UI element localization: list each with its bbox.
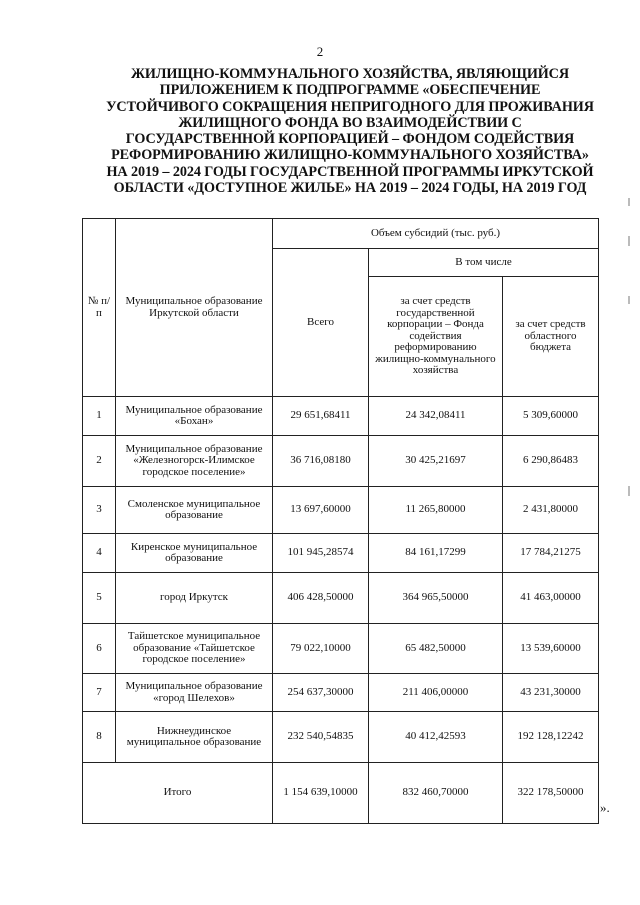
table-row [83, 397, 599, 436]
title-line: РЕФОРМИРОВАНИЮ ЖИЛИЩНО-КОММУНАЛЬНОГО ХОЗЯЙСТВА» [111, 147, 589, 164]
title-line: ГОСУДАРСТВЕННОЙ КОРПОРАЦИЕЙ – ФОНДОМ СОДЕЙСТВИЯ [125, 131, 575, 148]
total-label: Итого [83, 763, 273, 824]
cell-number: 8 [83, 712, 116, 763]
cell-total: 254 637,30000 [273, 674, 369, 712]
cell-number: 1 [83, 397, 116, 436]
cell-number: 5 [83, 573, 116, 624]
cell-number: 6 [83, 624, 116, 674]
cell-municipality: Киренское муниципальное образование [116, 534, 273, 573]
scan-edge-mark [628, 296, 630, 304]
cell-total: 13 697,60000 [273, 487, 369, 534]
cell-total: 406 428,50000 [273, 573, 369, 624]
cell-municipality: город Иркутск [116, 573, 273, 624]
cell-total: 29 651,68411 [273, 397, 369, 436]
total-all: 1 154 639,10000 [273, 763, 369, 824]
header-regional: за счет средств областного бюджета [503, 277, 599, 397]
header-subsidy-volume: Объем субсидий (тыс. руб.) [273, 219, 599, 249]
total-regional: 322 178,50000 [503, 763, 599, 824]
table-row [83, 573, 599, 624]
header-including: В том числе [369, 249, 599, 277]
total-row [83, 763, 599, 824]
scan-edge-mark [628, 198, 630, 206]
scan-edge-mark [628, 486, 630, 496]
document-title [85, 66, 615, 196]
cell-total: 232 540,54835 [273, 712, 369, 763]
cell-municipality: Муниципальное образование «город Шелехов» [116, 674, 273, 712]
header-fund: за счет средств государственной корпорации – Фонда содействия реформированию жилищно-коммунального хозяйства [369, 277, 503, 397]
cell-municipality: Муниципальное образование «Железногорск-Илимское городское поселение» [116, 436, 273, 487]
scan-edge-mark [628, 236, 630, 246]
cell-municipality: Муниципальное образование «Бохан» [116, 397, 273, 436]
cell-regional: 6 290,86483 [503, 436, 599, 487]
cell-regional: 41 463,00000 [503, 573, 599, 624]
cell-fund: 211 406,00000 [369, 674, 503, 712]
cell-municipality: Тайшетское муниципальное образование «Тайшетское городское поселение» [116, 624, 273, 674]
cell-regional: 5 309,60000 [503, 397, 599, 436]
table-row [83, 712, 599, 763]
cell-fund: 84 161,17299 [369, 534, 503, 573]
title-line: ОБЛАСТИ «ДОСТУПНОЕ ЖИЛЬЕ» НА 2019 – 2024 ГОДЫ, НА 2019 ГОД [113, 180, 587, 197]
cell-total: 79 022,10000 [273, 624, 369, 674]
header-municipality: Муниципальное образование Иркутской области [116, 219, 273, 397]
cell-total: 101 945,28574 [273, 534, 369, 573]
table-row [83, 624, 599, 674]
subsidy-table [82, 218, 599, 824]
cell-regional: 17 784,21275 [503, 534, 599, 573]
cell-fund: 30 425,21697 [369, 436, 503, 487]
cell-number: 4 [83, 534, 116, 573]
title-line: ЖИЛИЩНО-КОММУНАЛЬНОГО ХОЗЯЙСТВА, ЯВЛЯЮЩИЙСЯ [131, 66, 569, 82]
cell-fund: 65 482,50000 [369, 624, 503, 674]
title-line: НА 2019 – 2024 ГОДЫ ГОСУДАРСТВЕННОЙ ПРОГРАММЫ ИРКУТСКОЙ [106, 163, 594, 180]
table-row [83, 534, 599, 573]
header-total: Всего [273, 249, 369, 397]
title-line: УСТОЙЧИВОГО СОКРАЩЕНИЯ НЕПРИГОДНОГО ДЛЯ ПРОЖИВАНИЯ [106, 98, 594, 115]
cell-number: 3 [83, 487, 116, 534]
cell-municipality: Нижнеудинское муниципальное образование [116, 712, 273, 763]
cell-number: 2 [83, 436, 116, 487]
total-fund: 832 460,70000 [369, 763, 503, 824]
cell-regional: 13 539,60000 [503, 624, 599, 674]
closing-quote: ». [600, 800, 610, 815]
title-line: ЖИЛИЩНОГО ФОНДА ВО ВЗАИМОДЕЙСТВИИ С [178, 114, 522, 131]
header-row [83, 219, 599, 249]
table-row [83, 487, 599, 534]
cell-number: 7 [83, 674, 116, 712]
cell-fund: 364 965,50000 [369, 573, 503, 624]
cell-total: 36 716,08180 [273, 436, 369, 487]
table-row [83, 674, 599, 712]
cell-fund: 11 265,80000 [369, 487, 503, 534]
cell-regional: 43 231,30000 [503, 674, 599, 712]
cell-fund: 24 342,08411 [369, 397, 503, 436]
page-number: 2 [316, 44, 324, 59]
table-row [83, 436, 599, 487]
cell-regional: 192 128,12242 [503, 712, 599, 763]
cell-regional: 2 431,80000 [503, 487, 599, 534]
cell-municipality: Смоленское муниципальное образование [116, 487, 273, 534]
cell-fund: 40 412,42593 [369, 712, 503, 763]
header-number: № п/п [83, 219, 116, 397]
title-line: ПРИЛОЖЕНИЕМ К ПОДПРОГРАММЕ «ОБЕСПЕЧЕНИЕ [159, 82, 541, 99]
